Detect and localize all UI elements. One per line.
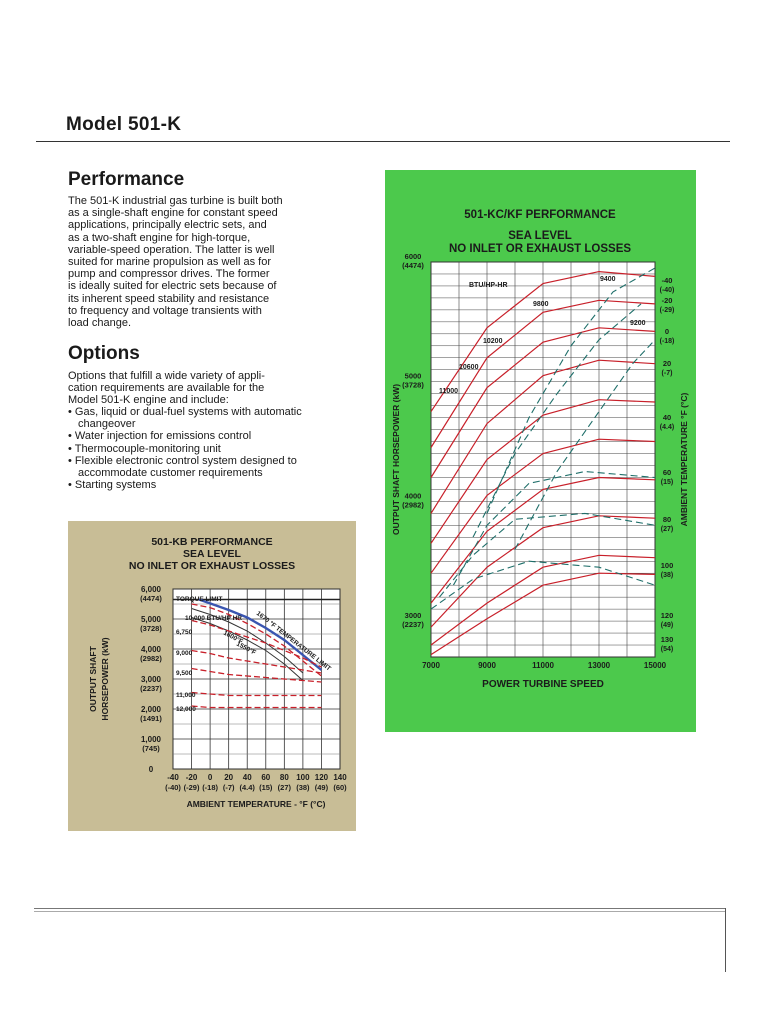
x-tick-label: 120 <box>314 773 329 782</box>
right-axis-label: AMBIENT TEMPERATURE °F (°C) <box>679 392 689 527</box>
temperature-label: 80 <box>662 515 672 524</box>
list-item: • Water injection for emissions control <box>68 430 318 442</box>
x-tick-label-celsius: (-40) <box>165 783 181 792</box>
chart-subtitle: NO INLET OR EXHAUST LOSSES <box>128 560 296 572</box>
temperature-label-celsius: (27) <box>660 526 674 533</box>
list-item: • Gas, liquid or dual-fuel systems with automatic changeover <box>68 406 318 430</box>
x-tick-label-celsius: (49) <box>314 783 329 792</box>
temperature-label: 20 <box>662 359 672 368</box>
x-tick-label: 9000 <box>478 661 496 670</box>
temperature-label-celsius: (-40) <box>659 287 675 294</box>
x-tick-label-celsius: (-18) <box>202 783 219 792</box>
kb-performance-chart-panel <box>68 521 356 831</box>
y-tick-label: 3000 <box>404 611 422 621</box>
y-tick-label: 3,000 <box>140 675 162 684</box>
x-tick-label-celsius: (38) <box>296 783 310 792</box>
chart-annotation: 12,000 <box>176 706 196 713</box>
temperature-label: 0 <box>664 327 670 336</box>
x-tick-label: 100 <box>296 773 310 782</box>
x-tick-label: 13000 <box>587 661 611 670</box>
x-tick-label: 0 <box>207 773 213 782</box>
chart-annotation: TORQUE LIMIT <box>176 596 223 603</box>
temperature-label-celsius: (4.4) <box>659 424 675 431</box>
chart-annotation: 1550°F <box>235 640 257 657</box>
options-intro <box>68 370 318 407</box>
performance-heading: Performance <box>68 169 185 190</box>
x-axis-label: AMBIENT TEMPERATURE - °F (°C) <box>186 799 326 809</box>
y-axis-label: OUTPUT SHAFT HORSEPOWER (kW) <box>391 383 401 536</box>
paragraph-line: pump and compressor drives. The former <box>68 268 270 281</box>
y-tick-label-kw: (4474) <box>140 594 162 603</box>
performance-paragraph <box>68 195 318 329</box>
x-tick-label: 15000 <box>643 661 667 670</box>
chart-subtitle: SEA LEVEL <box>183 548 241 560</box>
temperature-label: 100 <box>660 561 674 570</box>
paragraph-line: Model 501-K engine and include: <box>68 394 229 407</box>
y-tick-label-kw: (3728) <box>140 624 162 633</box>
y-tick-label-kw: (1491) <box>140 714 162 723</box>
paragraph-line: as a two-shaft engine for high-torque, <box>68 231 251 244</box>
y-tick-label: 5,000 <box>140 615 162 624</box>
chart-subtitle: SEA LEVEL <box>508 230 572 242</box>
paragraph-line: load change. <box>68 317 131 330</box>
btu-curve-label: 9400 <box>600 276 616 283</box>
paragraph-line: suited for marine propulsion as well as for <box>68 256 271 269</box>
x-tick-label-celsius: (-7) <box>222 783 235 792</box>
x-tick-label-celsius: (-29) <box>183 783 200 792</box>
temperature-label-celsius: (-18) <box>659 338 675 345</box>
chart-annotation: 1600°F <box>222 629 244 646</box>
y-tick-label: 4000 <box>404 491 422 501</box>
paragraph-line: its inherent speed stability and resistance <box>68 292 270 305</box>
btu-curve-label: 11000 <box>439 388 459 395</box>
x-tick-label: 60 <box>261 773 271 782</box>
paragraph-line: Options that fulfill a wide variety of appli- <box>68 370 265 382</box>
temperature-label: -20 <box>661 296 673 305</box>
temperature-label: 40 <box>662 413 672 422</box>
y-tick-label: 2,000 <box>140 705 162 714</box>
chart-annotation: 6,750 <box>176 629 193 636</box>
footer-vertical-rule <box>725 908 726 972</box>
btu-curve-label: 10200 <box>483 338 503 345</box>
y-axis-label: HORSEPOWER (kW) <box>100 637 110 721</box>
y-tick-label: 4,000 <box>140 645 162 654</box>
y-axis-label: OUTPUT SHAFT <box>88 646 98 712</box>
y-tick-label: 6,000 <box>140 585 162 594</box>
paragraph-line: as a single-shaft engine for constant speed <box>68 207 278 220</box>
kb-performance-chart <box>68 521 356 831</box>
x-tick-label: -20 <box>185 773 198 782</box>
chart-subtitle: NO INLET OR EXHAUST LOSSES <box>448 243 632 255</box>
y-tick-label-kw: (2237) <box>140 684 162 693</box>
title-divider <box>36 141 730 142</box>
chart-annotation: 10,000 BTU/HP HR <box>185 615 242 622</box>
paragraph-line: The 501-K industrial gas turbine is built both <box>68 195 283 207</box>
x-tick-label-celsius: (15) <box>259 783 273 792</box>
btu-curve-label: 9800 <box>533 301 549 308</box>
chart-annotation: 11,000 <box>176 692 196 699</box>
y-tick-label: 6000 <box>404 252 422 261</box>
x-axis-label: POWER TURBINE SPEED <box>482 679 604 690</box>
options-list <box>68 406 318 491</box>
y-tick-label-kw: (4474) <box>402 261 424 270</box>
x-tick-label: 11000 <box>532 661 554 670</box>
x-tick-label: 20 <box>224 773 234 782</box>
y-tick-label: 5000 <box>404 371 422 381</box>
paragraph-line: cation requirements are available for the <box>68 382 265 395</box>
chart-annotation: 1670 °F TEMPERATURE LIMIT <box>254 610 332 673</box>
footer-rule <box>34 911 726 912</box>
y-tick-label: 0 <box>148 765 154 774</box>
x-tick-label-celsius: (60) <box>333 783 347 792</box>
temperature-label: 130 <box>660 635 674 644</box>
temperature-label-celsius: (54) <box>660 646 674 653</box>
y-tick-label: 1,000 <box>140 735 162 744</box>
x-tick-label: 140 <box>333 773 347 782</box>
temperature-label-celsius: (-29) <box>659 307 675 314</box>
chart-annotation: 9,500 <box>176 670 193 677</box>
temperature-label: 120 <box>660 611 674 620</box>
x-tick-label: 40 <box>242 773 252 782</box>
btu-curve-label: 9200 <box>630 320 646 327</box>
temperature-label-celsius: (15) <box>660 479 674 486</box>
temperature-label-celsius: (49) <box>660 622 674 629</box>
y-tick-label-kw: (2982) <box>402 500 424 510</box>
chart-title: 501-KC/KF PERFORMANCE <box>464 209 616 221</box>
btu-curve-label: 10600 <box>459 364 479 371</box>
x-tick-label-celsius: (4.4) <box>239 783 255 792</box>
kc-kf-performance-chart <box>385 170 696 732</box>
page-title: Model 501-K <box>66 114 182 135</box>
x-tick-label-celsius: (27) <box>277 783 292 792</box>
y-tick-label-kw: (2237) <box>402 620 424 630</box>
temperature-label: 60 <box>662 468 672 477</box>
list-item: • Thermocouple-monitoring unit <box>68 443 318 455</box>
btu-label: BTU/HP-HR <box>469 282 508 289</box>
y-tick-label-kw: (2982) <box>140 654 162 663</box>
paragraph-line: variable-speed operation. The latter is well <box>68 243 275 256</box>
options-heading: Options <box>68 343 140 364</box>
y-tick-label-kw: (745) <box>142 744 160 753</box>
x-tick-label: 80 <box>279 773 289 782</box>
chart-annotation: 9,000 <box>176 650 193 657</box>
kc-kf-performance-chart-panel <box>385 170 696 732</box>
temperature-label-celsius: (-7) <box>661 370 673 377</box>
list-item: • Flexible electronic control system designed to accommodate customer requirements <box>68 455 318 479</box>
chart-title: 501-KB PERFORMANCE <box>151 536 273 548</box>
x-tick-label: -40 <box>167 773 179 782</box>
paragraph-line: applications, principally electric sets, and <box>68 219 267 232</box>
footer-rule <box>34 908 726 909</box>
x-tick-label: 7000 <box>422 661 440 670</box>
paragraph-line: is ideally suited for electric sets because of <box>68 280 277 293</box>
temperature-label: -40 <box>661 276 673 285</box>
list-item: • Starting systems <box>68 479 318 491</box>
paragraph-line: to frequency and voltage transients with <box>68 304 262 317</box>
temperature-label-celsius: (38) <box>660 572 674 579</box>
y-tick-label-kw: (3728) <box>402 380 424 390</box>
